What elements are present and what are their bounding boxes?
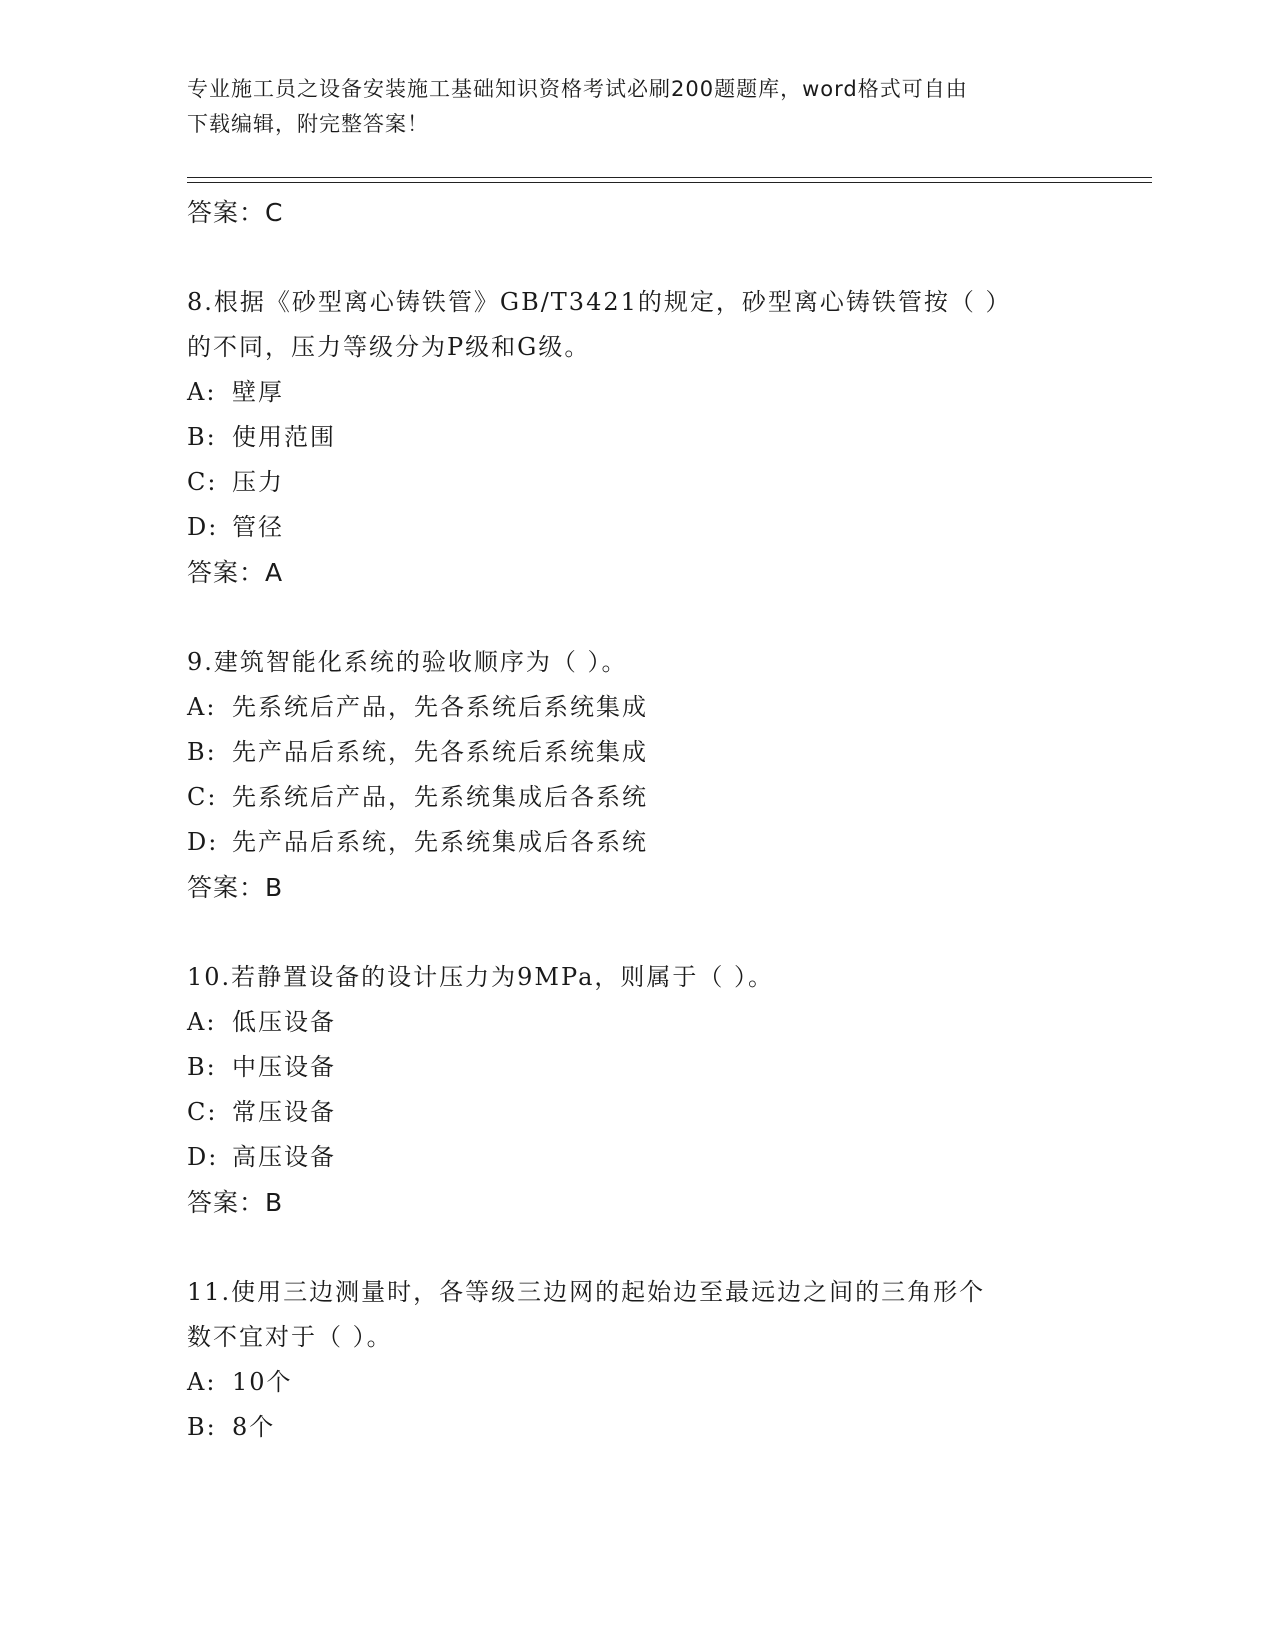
option-text: 常压设备	[232, 1098, 336, 1126]
option-a	[187, 1000, 1087, 1045]
option-text: 管径	[232, 513, 284, 541]
option-key: C:	[187, 468, 218, 496]
question-stem: 10.若静置设备的设计压力为9MPa，则属于（ ）。	[187, 963, 775, 991]
option-key: A:	[187, 1368, 217, 1396]
option-d	[187, 1135, 1087, 1180]
spacer	[187, 910, 1087, 955]
option-key: A:	[187, 378, 217, 406]
option-key: B:	[187, 738, 217, 766]
option-text: 10个	[232, 1368, 293, 1396]
spacer	[187, 595, 1087, 640]
option-a	[187, 370, 1087, 415]
option-key: D:	[187, 1143, 219, 1171]
header-double-rule	[187, 177, 1152, 183]
document-header	[187, 72, 1077, 142]
question-11	[187, 1270, 1087, 1450]
option-text: 先产品后系统，先系统集成后各系统	[232, 828, 648, 856]
option-text: 压力	[232, 468, 284, 496]
spacer	[187, 1225, 1087, 1270]
option-b	[187, 730, 1087, 775]
option-text: 使用范围	[232, 423, 336, 451]
option-c	[187, 460, 1087, 505]
option-key: A:	[187, 1008, 217, 1036]
option-a	[187, 685, 1087, 730]
question-stem: 9.建筑智能化系统的验收顺序为（ ）。	[187, 648, 628, 676]
option-d	[187, 820, 1087, 865]
option-d	[187, 505, 1087, 550]
option-text: 壁厚	[232, 378, 284, 406]
option-key: A:	[187, 693, 217, 721]
option-b	[187, 1045, 1087, 1090]
option-c	[187, 775, 1087, 820]
option-a	[187, 1360, 1087, 1405]
answer-line: 答案：B	[187, 873, 284, 902]
option-key: C:	[187, 1098, 218, 1126]
header-line-2: 下载编辑，附完整答案！	[187, 112, 429, 136]
option-key: D:	[187, 828, 219, 856]
option-b	[187, 415, 1087, 460]
option-text: 先系统后产品，先各系统后系统集成	[232, 693, 648, 721]
spacer	[187, 235, 1087, 280]
option-c	[187, 1090, 1087, 1135]
option-key: C:	[187, 783, 218, 811]
header-line-1: 专业施工员之设备安装施工基础知识资格考试必刷200题题库，word格式可自由	[187, 77, 968, 101]
option-text: 高压设备	[232, 1143, 336, 1171]
option-key: B:	[187, 1413, 217, 1441]
option-b	[187, 1405, 1087, 1450]
answer-line: 答案：B	[187, 1188, 284, 1217]
question-8	[187, 280, 1087, 595]
question-stem: 的不同，压力等级分为P级和G级。	[187, 333, 591, 361]
option-key: B:	[187, 1053, 217, 1081]
option-key: D:	[187, 513, 219, 541]
option-text: 先产品后系统，先各系统后系统集成	[232, 738, 648, 766]
previous-answer: 答案：C	[187, 198, 284, 227]
option-text: 中压设备	[232, 1053, 336, 1081]
answer-line: 答案：A	[187, 558, 284, 587]
option-key: B:	[187, 423, 217, 451]
question-stem: 数不宜对于（ ）。	[187, 1323, 393, 1351]
option-text: 低压设备	[232, 1008, 336, 1036]
question-list	[187, 190, 1087, 1450]
option-text: 先系统后产品，先系统集成后各系统	[232, 783, 648, 811]
question-9	[187, 640, 1087, 910]
question-stem: 8.根据《砂型离心铸铁管》GB/T3421的规定，砂型离心铸铁管按（ ）	[187, 288, 1012, 316]
option-text: 8个	[232, 1413, 276, 1441]
question-10	[187, 955, 1087, 1225]
question-stem: 11.使用三边测量时，各等级三边网的起始边至最远边之间的三角形个	[187, 1278, 986, 1306]
